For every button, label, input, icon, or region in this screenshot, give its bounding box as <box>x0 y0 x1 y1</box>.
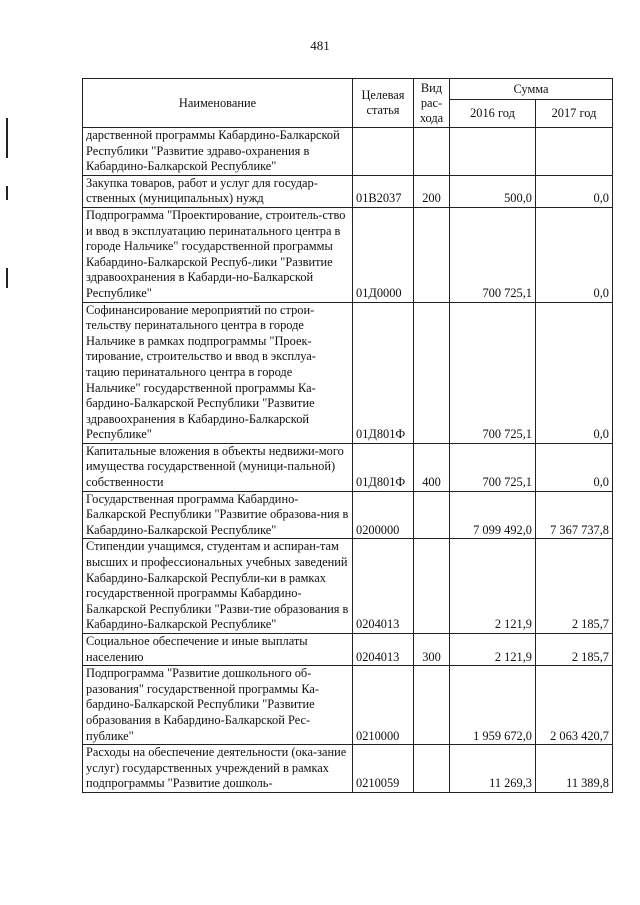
table-row <box>83 491 613 539</box>
row-name-cell: Капитальные вложения в объекты недвижи-мого имущества государственной (муници-пальной) собственности <box>83 443 353 491</box>
row-kind-cell: 400 <box>414 443 450 491</box>
table-row <box>83 666 613 745</box>
table-row <box>83 443 613 491</box>
row-2017-cell: 0,0 <box>536 302 613 443</box>
row-2017-cell: 2 185,7 <box>536 634 613 666</box>
row-name-cell: Закупка товаров, работ и услуг для государ-ственных (муниципальных) нужд <box>83 175 353 207</box>
row-name-cell: дарственной программы Кабардино-Балкарской Республики "Развитие здраво-охранения в Кабардино-Балкарской Республике" <box>83 128 353 176</box>
row-kind-cell <box>414 128 450 176</box>
row-kind-cell <box>414 745 450 793</box>
header-name: Наименование <box>83 79 353 128</box>
row-name-cell: Расходы на обеспечение деятельности (ока-зание услуг) государственных учреждений в рамках подпрограммы "Развитие дошколь- <box>83 745 353 793</box>
row-name-cell: Стипендии учащимся, студентам и аспиран-там высших и профессиональных учебных заведений Кабардино-Балкарской Республи-ки в рамках государственной программы Кабардино-Балкарской Республики "Разви-тие образования в Кабардино-Балкарской Республике" <box>83 539 353 634</box>
row-2017-cell: 2 063 420,7 <box>536 666 613 745</box>
table-row <box>83 302 613 443</box>
row-name-cell: Подпрограмма "Проектирование, строитель-ство и ввод в эксплуатацию перинатального центра в городе Нальчике" государственной программы Кабардино-Балкарской Респуб-лики "Развитие здравоохранения в Кабарди-но-Балкарской Республике" <box>83 207 353 302</box>
margin-mark <box>6 118 8 158</box>
budget-table <box>82 78 613 793</box>
table-row <box>83 745 613 793</box>
row-kind-cell <box>414 539 450 634</box>
row-kind-cell <box>414 666 450 745</box>
row-code-cell: 01Д801Ф <box>353 443 414 491</box>
row-2017-cell <box>536 128 613 176</box>
row-2016-cell: 700 725,1 <box>450 443 536 491</box>
row-2016-cell: 1 959 672,0 <box>450 666 536 745</box>
row-code-cell: 01В2037 <box>353 175 414 207</box>
header-year-2016: 2016 год <box>450 100 536 128</box>
page-number: 481 <box>310 38 330 53</box>
row-code-cell: 0210000 <box>353 666 414 745</box>
row-2016-cell: 700 725,1 <box>450 302 536 443</box>
row-kind-cell: 200 <box>414 175 450 207</box>
row-2017-cell: 0,0 <box>536 443 613 491</box>
row-2016-cell: 700 725,1 <box>450 207 536 302</box>
row-kind-cell <box>414 302 450 443</box>
row-2017-cell: 0,0 <box>536 175 613 207</box>
row-2017-cell: 0,0 <box>536 207 613 302</box>
table-body <box>83 128 613 793</box>
row-kind-cell <box>414 491 450 539</box>
row-code-cell <box>353 128 414 176</box>
row-kind-cell <box>414 207 450 302</box>
row-kind-cell: 300 <box>414 634 450 666</box>
row-2017-cell: 11 389,8 <box>536 745 613 793</box>
table-row <box>83 207 613 302</box>
table-row <box>83 128 613 176</box>
margin-mark <box>6 268 8 288</box>
table-row <box>83 175 613 207</box>
table-row <box>83 634 613 666</box>
row-code-cell: 0204013 <box>353 539 414 634</box>
header-year-2017: 2017 год <box>536 100 613 128</box>
row-name-cell: Подпрограмма "Развитие дошкольного об-разования" государственной программы Ка-бардино-Балкарской Республики "Развитие образования в Кабардино-Балкарской Рес-публике" <box>83 666 353 745</box>
row-2017-cell: 2 185,7 <box>536 539 613 634</box>
row-code-cell: 01Д0000 <box>353 207 414 302</box>
row-code-cell: 01Д801Ф <box>353 302 414 443</box>
row-2016-cell: 2 121,9 <box>450 539 536 634</box>
row-code-cell: 0200000 <box>353 491 414 539</box>
row-name-cell: Государственная программа Кабардино-Балкарской Республики "Развитие образова-ния в Кабардино-Балкарской Республике" <box>83 491 353 539</box>
row-name-cell: Софинансирование мероприятий по строи-тельству перинатального центра в городе Нальчике в рамках подпрограммы "Проек-тирование, строительство и ввод в эксплуа-тацию перинатального центра в городе Нальчике" государственной программы Ка-бардино-Балкарской Республики "Развитие здравоохранения в Кабардино-Балкарской Республике" <box>83 302 353 443</box>
header-sum: Сумма <box>450 79 613 100</box>
row-2016-cell: 2 121,9 <box>450 634 536 666</box>
header-kind: Вид рас-хода <box>414 79 450 128</box>
row-2016-cell: 7 099 492,0 <box>450 491 536 539</box>
row-2017-cell: 7 367 737,8 <box>536 491 613 539</box>
row-2016-cell <box>450 128 536 176</box>
table-row <box>83 539 613 634</box>
row-code-cell: 0210059 <box>353 745 414 793</box>
row-code-cell: 0204013 <box>353 634 414 666</box>
row-name-cell: Социальное обеспечение и иные выплаты населению <box>83 634 353 666</box>
row-2016-cell: 11 269,3 <box>450 745 536 793</box>
row-2016-cell: 500,0 <box>450 175 536 207</box>
header-code: Целевая статья <box>353 79 414 128</box>
margin-mark <box>6 186 8 200</box>
